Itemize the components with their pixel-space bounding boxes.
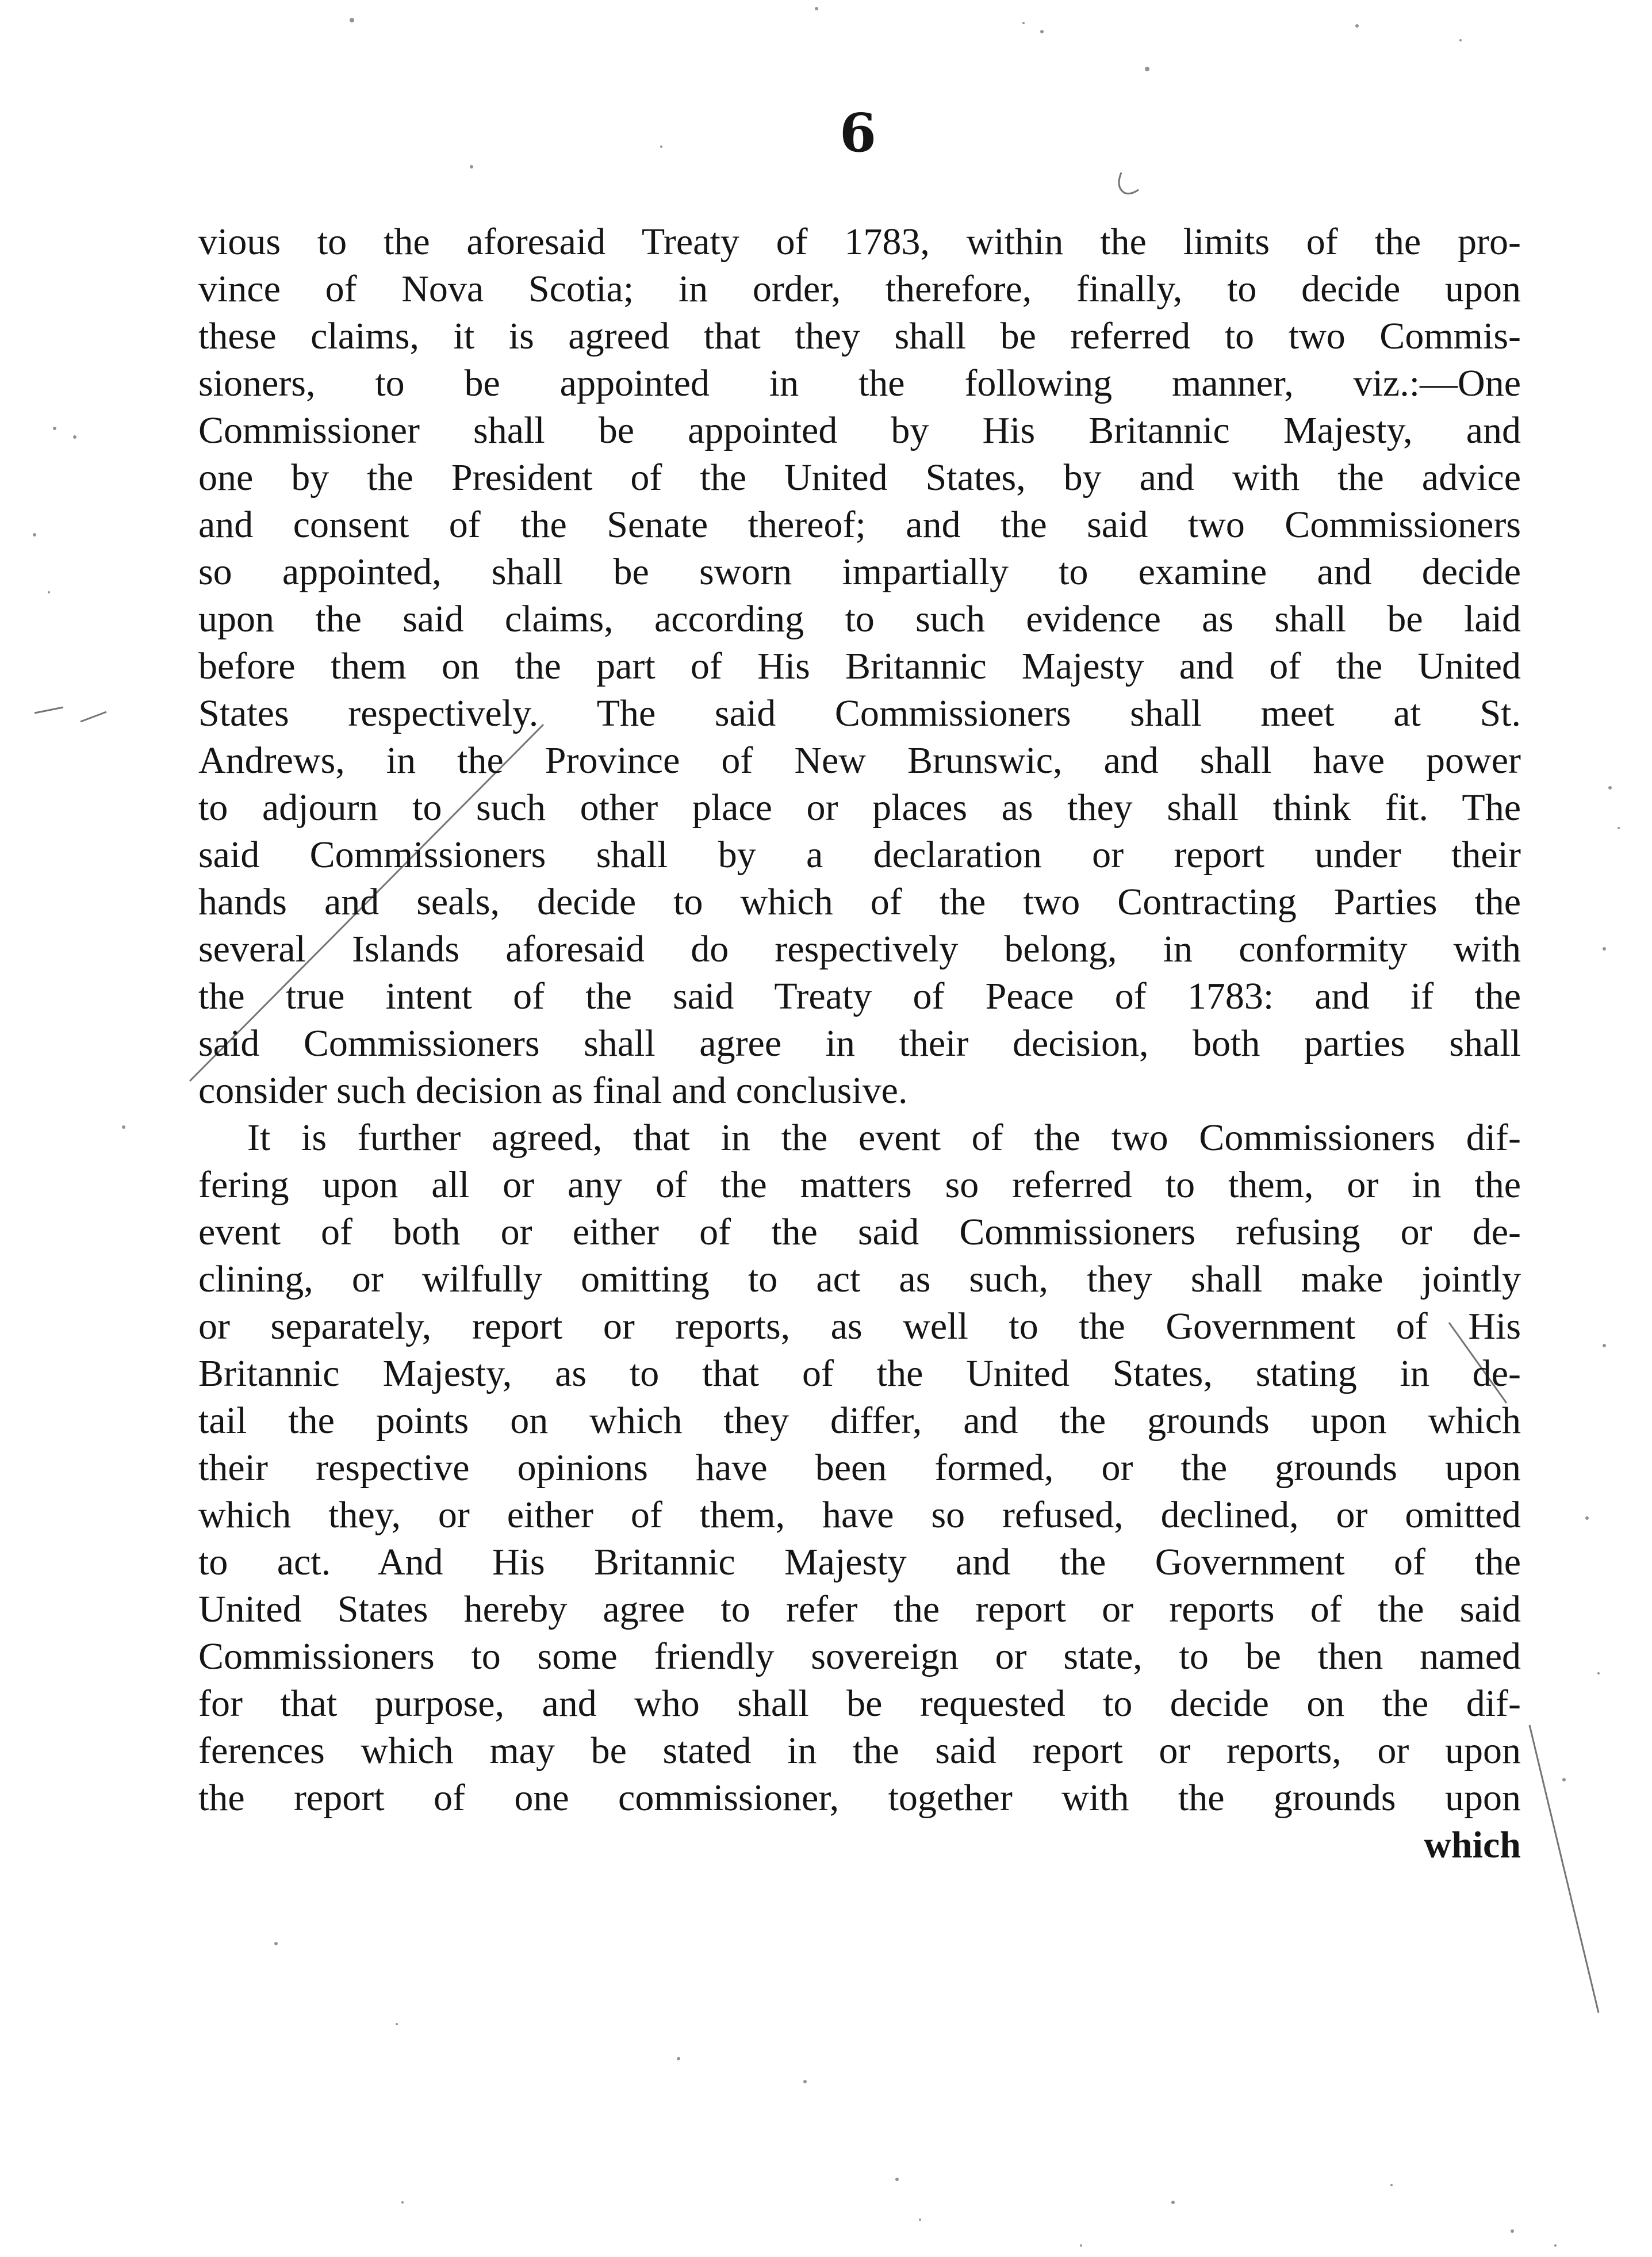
- text-line: one by the President of the United States, by and with the advice: [198, 457, 1521, 499]
- text-line: sioners, to be appointed in the following manner, viz.:—One: [198, 362, 1521, 404]
- text-line: for that purpose, and who shall be requested to decide on the dif-: [198, 1683, 1521, 1725]
- text-line: upon the said claims, according to such evidence as shall be laid: [198, 598, 1521, 640]
- text-line: which they, or either of them, have so refused, declined, or omitted: [198, 1494, 1521, 1536]
- text-line: before them on the part of His Britannic Majesty and of the United: [198, 645, 1521, 687]
- text-line: or separately, report or reports, as well to the Government of His: [198, 1305, 1521, 1347]
- text-line: Commissioners to some friendly sovereign or state, to be then named: [198, 1635, 1521, 1677]
- text-line: clining, or wilfully omitting to act as such, they shall make jointly: [198, 1258, 1521, 1300]
- text-line: their respective opinions have been formed, or the grounds upon: [198, 1447, 1521, 1489]
- text-line: fering upon all or any of the matters so referred to them, or in the: [198, 1164, 1521, 1206]
- text-line: several Islands aforesaid do respectively belong, in conformity with: [198, 928, 1521, 970]
- text-line: the report of one commissioner, together with the grounds upon: [198, 1777, 1521, 1819]
- catchword: which: [1424, 1824, 1521, 1866]
- page-number: 6: [840, 102, 877, 164]
- text-line: these claims, it is agreed that they shall be referred to two Commis-: [198, 315, 1521, 357]
- text-line: hands and seals, decide to which of the two Contracting Parties the: [198, 881, 1521, 923]
- text-line: Andrews, in the Province of New Brunswic, and shall have power: [198, 739, 1521, 781]
- text-line: said Commissioners shall by a declaration or report under their: [198, 834, 1521, 876]
- text-line: said Commissioners shall agree in their decision, both parties shall: [198, 1022, 1521, 1064]
- text-line: consider such decision as final and conclusive.: [198, 1070, 908, 1112]
- text-line: vince of Nova Scotia; in order, therefore, finally, to decide upon: [198, 268, 1521, 310]
- text-line: vious to the aforesaid Treaty of 1783, within the limits of the pro-: [198, 221, 1521, 263]
- text-line: It is further agreed, that in the event of the two Commissioners dif-: [247, 1117, 1521, 1159]
- body-text: [198, 219, 1521, 1869]
- text-line: event of both or either of the said Commissioners refusing or de-: [198, 1211, 1521, 1253]
- text-line: United States hereby agree to refer the report or reports of the said: [198, 1588, 1521, 1630]
- text-line: to act. And His Britannic Majesty and the Government of the: [198, 1541, 1521, 1583]
- text-line: the true intent of the said Treaty of Peace of 1783: and if the: [198, 975, 1521, 1017]
- text-line: so appointed, shall be sworn impartially to examine and decide: [198, 551, 1521, 593]
- text-line: and consent of the Senate thereof; and the said two Commissioners: [198, 504, 1521, 546]
- text-line: Commissioner shall be appointed by His Britannic Majesty, and: [198, 409, 1521, 451]
- text-line: ferences which may be stated in the said report or reports, or upon: [198, 1730, 1521, 1772]
- text-line: States respectively. The said Commissioners shall meet at St.: [198, 692, 1521, 734]
- text-line: Britannic Majesty, as to that of the United States, stating in de-: [198, 1352, 1521, 1394]
- text-line: to adjourn to such other place or places as they shall think fit. The: [198, 787, 1521, 829]
- text-line: tail the points on which they differ, and the grounds upon which: [198, 1400, 1521, 1442]
